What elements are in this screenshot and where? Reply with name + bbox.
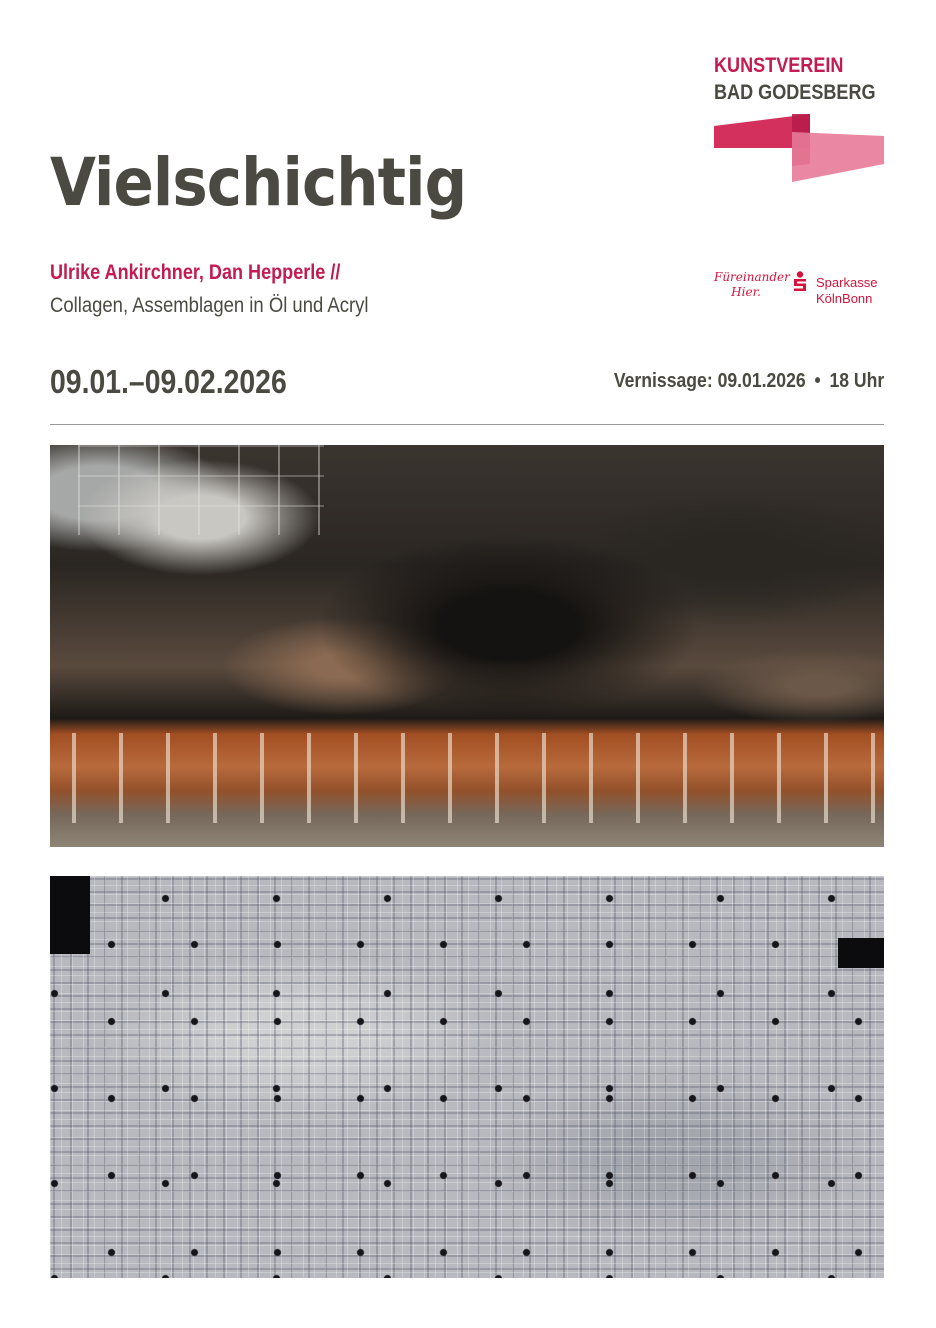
sponsor-name-line1: Sparkasse bbox=[816, 275, 878, 290]
vernissage-time: 18 Uhr bbox=[829, 370, 884, 392]
sponsor-name bbox=[816, 275, 877, 307]
sponsor-name-line2: KölnBonn bbox=[816, 291, 873, 306]
divider bbox=[50, 424, 884, 425]
org-logo-mark bbox=[714, 114, 884, 182]
artwork-bottom-dark-block-right bbox=[838, 938, 884, 968]
sponsor-slogan bbox=[714, 270, 790, 300]
exhibition-subtitle: Collagen, Assemblagen in Öl und Acryl bbox=[50, 294, 369, 317]
artwork-bottom bbox=[50, 876, 884, 1278]
organization-logo bbox=[714, 52, 876, 106]
slogan-line1: Füreinander bbox=[714, 270, 790, 284]
page-title: Vielschichtig bbox=[50, 144, 467, 221]
org-name-line1: KUNSTVEREIN bbox=[714, 54, 844, 77]
sparkasse-icon bbox=[791, 271, 809, 293]
artwork-top-texture bbox=[78, 445, 324, 535]
org-name-line2: BAD GODESBERG bbox=[714, 81, 876, 104]
artwork-bottom-dark-block-left bbox=[50, 876, 90, 954]
vernissage-date: Vernissage: 09.01.2026 bbox=[613, 370, 806, 392]
exhibition-dates: 09.01.–09.02.2026 bbox=[50, 363, 287, 400]
slogan-line2: Hier. bbox=[731, 285, 761, 299]
artwork-top bbox=[50, 445, 884, 847]
separator-dot: • bbox=[814, 370, 821, 392]
artists-line: Ulrike Ankirchner, Dan Hepperle // bbox=[50, 261, 341, 284]
vernissage-info bbox=[614, 370, 884, 393]
